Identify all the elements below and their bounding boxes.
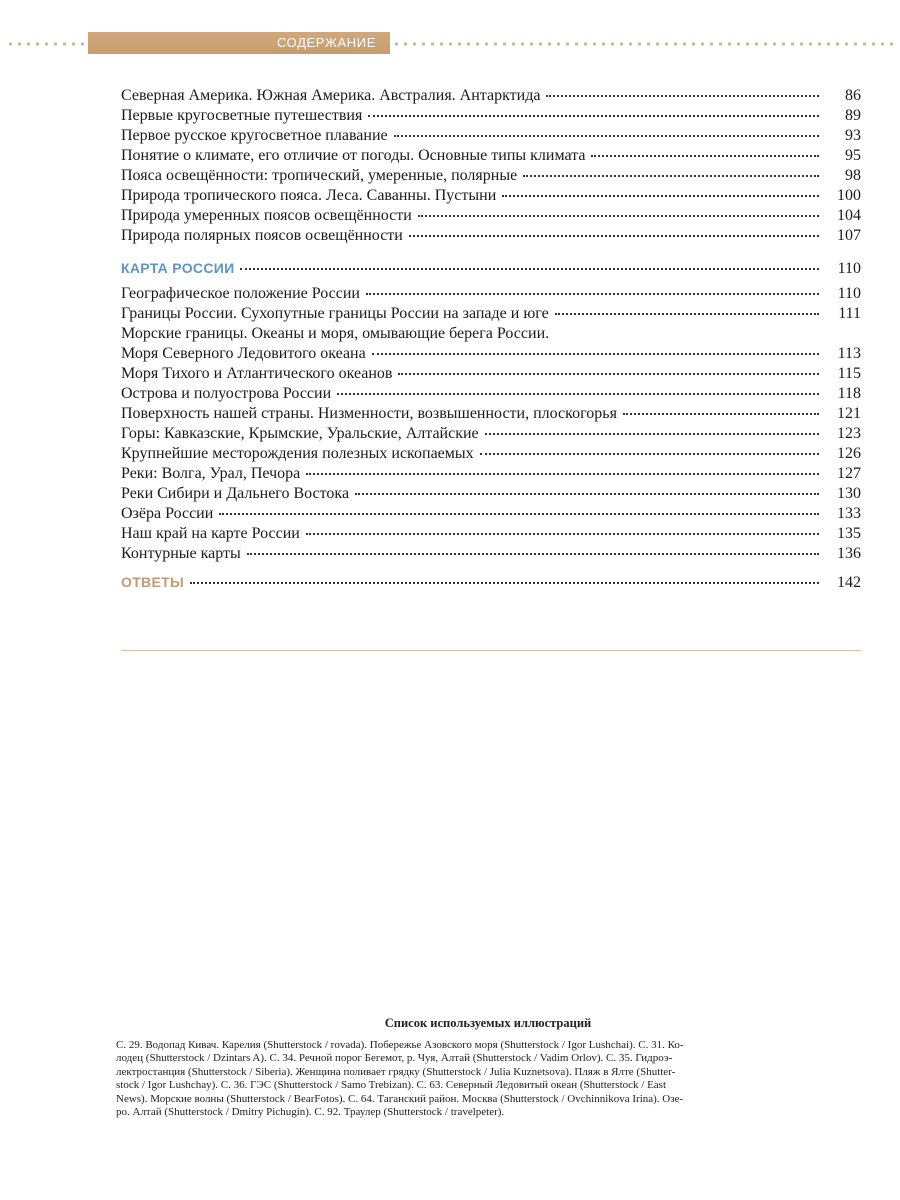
toc-entry-title: Природа умеренных поясов освещённости	[121, 207, 412, 224]
leader-dots	[418, 215, 819, 217]
toc-entry-title: Природа полярных поясов освещённости	[121, 227, 403, 244]
toc-entry-title: Северная Америка. Южная Америка. Австралия. Антарктида	[121, 87, 541, 104]
leader-dots	[306, 533, 819, 535]
toc-entry[interactable]	[121, 524, 861, 544]
toc-entry[interactable]	[121, 146, 861, 166]
toc-entry-page: 127	[837, 465, 861, 482]
credits-title: Список используемых иллюстраций	[384, 1016, 592, 1030]
leader-dots	[337, 393, 819, 395]
toc-entry-page: 135	[837, 525, 861, 542]
toc-entry-title: Острова и полуострова России	[121, 385, 332, 402]
toc-entry-page: 107	[837, 227, 861, 244]
toc-entry-title: Контурные карты	[121, 545, 241, 562]
toc-entry-page: 123	[837, 425, 861, 442]
toc-entry-title: Пояса освещённости: тропический, умеренные, полярные	[121, 167, 518, 184]
toc-entry[interactable]	[121, 86, 861, 106]
toc-entry[interactable]	[121, 424, 861, 444]
toc-entry-title: Реки: Волга, Урал, Печора	[121, 465, 301, 482]
toc-entry-title: Природа тропического пояса. Леса. Саванны. Пустыни	[121, 187, 497, 204]
toc-entry-page: 86	[845, 87, 861, 104]
credits-line: ро. Алтай (Shutterstock / Dmitry Pichugin). С. 92. Траулер (Shutterstock / travelpeter).	[116, 1106, 505, 1118]
credits-line: лодец (Shutterstock / Dzintars A). С. 34. Речной порог Бегемот, р. Чуя, Алтай (Shutterstock / Vadim Orlov). С. 35. Гидроэ-	[116, 1052, 673, 1064]
toc-entry[interactable]	[121, 444, 861, 464]
leader-dots	[398, 373, 819, 375]
toc-section-map[interactable]	[121, 256, 861, 280]
toc-entry[interactable]	[121, 186, 861, 206]
toc-entry[interactable]	[121, 364, 861, 384]
toc-entry[interactable]	[121, 106, 861, 126]
toc-entry-page: 126	[837, 445, 861, 462]
toc-entry[interactable]	[121, 324, 861, 344]
toc-entry[interactable]	[121, 404, 861, 424]
leader-dots	[372, 353, 819, 355]
header-dots-right	[392, 42, 894, 46]
toc-entry-page: 115	[837, 365, 861, 382]
toc-entry[interactable]	[121, 206, 861, 226]
toc-entry[interactable]	[121, 126, 861, 146]
leader-dots	[555, 313, 819, 315]
divider	[121, 650, 861, 651]
leader-dots	[502, 195, 819, 197]
credits-line: stock / Igor Lushchay). С. 36. ГЭС (Shutterstock / Samo Trebizan). С. 63. Северный Ледовитый океан (Shutterstock / East	[116, 1079, 667, 1091]
toc-entry[interactable]	[121, 304, 861, 324]
toc-entry-page: 118	[837, 385, 861, 402]
toc-entry-page: 104	[837, 207, 861, 224]
toc-entry-title: Моря Северного Ледовитого океана	[121, 345, 366, 362]
header-bar	[0, 32, 900, 54]
toc-entry-page: 121	[837, 405, 861, 422]
table-of-contents	[121, 86, 861, 594]
toc-entry-title: Поверхность нашей страны. Низменности, возвышенности, плоскогорья	[121, 405, 617, 422]
toc-entry-title: Реки Сибири и Дальнего Востока	[121, 485, 350, 502]
leader-dots	[623, 413, 819, 415]
leader-dots	[240, 268, 819, 270]
toc-entry-title: Горы: Кавказские, Крымские, Уральские, Алтайские	[121, 425, 479, 442]
toc-entry-title: Озёра России	[121, 505, 214, 522]
toc-entry-page: 110	[837, 285, 861, 302]
section-page: 110	[837, 260, 861, 277]
illustration-credits	[116, 1017, 860, 1120]
leader-dots	[546, 95, 819, 97]
toc-entry-title: Первое русское кругосветное плавание	[121, 127, 388, 144]
toc-entry[interactable]	[121, 504, 861, 524]
toc-entry-title: Географическое положение России	[121, 285, 360, 302]
leader-dots	[523, 175, 819, 177]
toc-entry[interactable]	[121, 226, 861, 246]
toc-entry-page: 89	[845, 107, 861, 124]
toc-entry-title: Границы России. Сухопутные границы России на западе и юге	[121, 305, 549, 322]
credits-line: лектростанция (Shutterstock / Siberia). Женщина поливает грядку (Shutterstock / Julia Kuznetsova). Пляж в Ялте (Shutter-	[116, 1065, 676, 1078]
section-title: ОТВЕТЫ	[121, 574, 184, 590]
toc-entry[interactable]	[121, 344, 861, 364]
leader-dots	[355, 493, 819, 495]
toc-section-answers[interactable]	[121, 570, 861, 594]
toc-entry-page: 113	[837, 345, 861, 362]
toc-entry-page: 93	[845, 127, 861, 144]
toc-entry[interactable]	[121, 284, 861, 304]
toc-entry-page: 130	[837, 485, 861, 502]
toc-entry[interactable]	[121, 464, 861, 484]
toc-entry-page: 136	[837, 545, 861, 562]
toc-entry-page: 100	[837, 187, 861, 204]
leader-dots	[480, 453, 819, 455]
leader-dots	[368, 115, 819, 117]
toc-entry-title: Понятие о климате, его отличие от погоды. Основные типы климата	[121, 147, 586, 164]
toc-entry-page: 111	[838, 305, 861, 322]
toc-entry[interactable]	[121, 544, 861, 564]
toc-entry-page: 95	[845, 147, 861, 164]
toc-entry[interactable]	[121, 166, 861, 186]
toc-entry[interactable]	[121, 384, 861, 404]
toc-entry-title: Морские границы. Океаны и моря, омывающие берега России.	[121, 325, 550, 342]
leader-dots	[190, 582, 819, 584]
credits-line: С. 29. Водопад Кивач. Карелия (Shutterstock / rovada). Побережье Азовского моря (Shutterstock / Igor Lushchai). С. 31. Ко-	[116, 1038, 684, 1051]
credits-line: News). Морские волны (Shutterstock / BearFotos). С. 64. Таганский район. Москва (Shutterstock / Ovchinnikova Irina). Озе-	[116, 1092, 684, 1105]
header-dots-left	[6, 42, 86, 46]
leader-dots	[366, 293, 819, 295]
toc-entry[interactable]	[121, 484, 861, 504]
section-page: 142	[837, 574, 861, 591]
leader-dots	[485, 433, 819, 435]
leader-dots	[394, 135, 819, 137]
section-title: КАРТА РОССИИ	[121, 260, 235, 276]
toc-entry-title: Первые кругосветные путешествия	[121, 107, 363, 124]
toc-entry-title: Крупнейшие месторождения полезных ископаемых	[121, 445, 474, 462]
leader-dots	[306, 473, 819, 475]
header-title: СОДЕРЖАНИЕ	[88, 32, 390, 54]
leader-dots	[591, 155, 819, 157]
leader-dots	[409, 235, 819, 237]
leader-dots	[247, 553, 819, 555]
toc-entry-title: Моря Тихого и Атлантического океанов	[121, 365, 393, 382]
toc-entry-title: Наш край на карте России	[121, 525, 300, 542]
toc-entry-page: 133	[837, 505, 861, 522]
leader-dots	[219, 513, 819, 515]
toc-entry-page: 98	[845, 167, 861, 184]
